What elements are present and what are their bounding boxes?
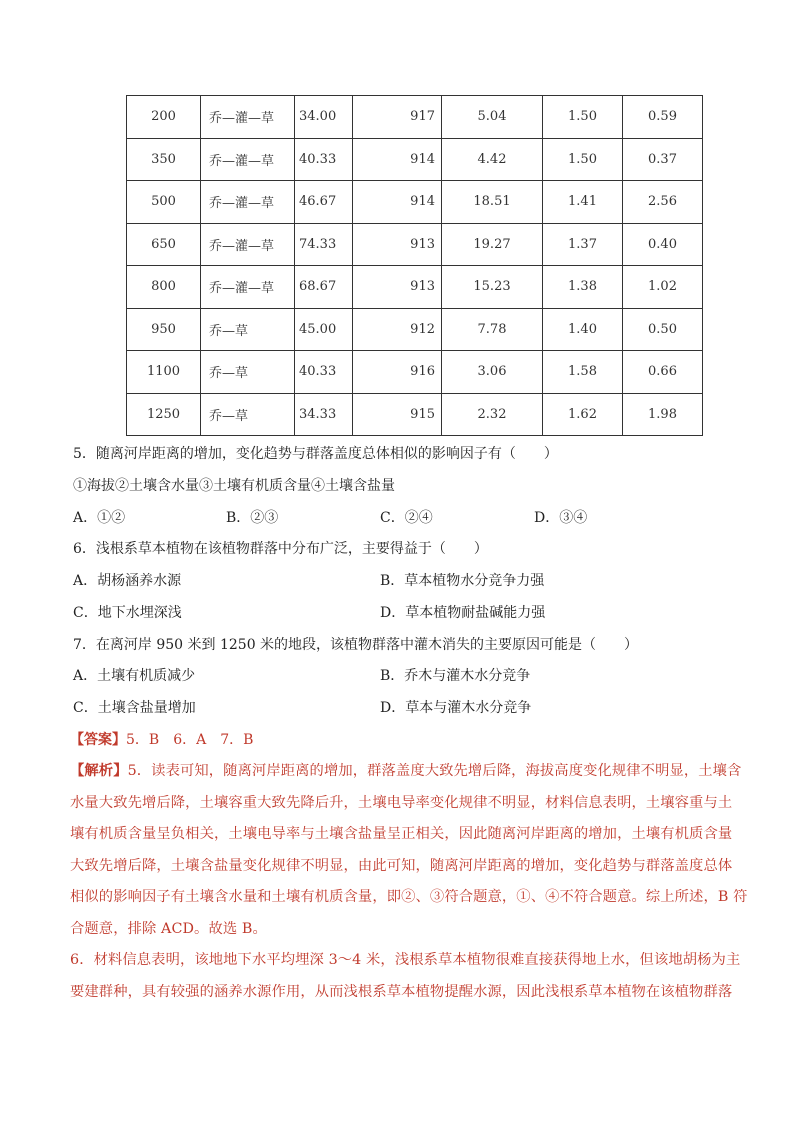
cell-conductivity: 0.66	[623, 351, 703, 394]
analysis-line-3: 壤有机质含量呈负相关，土壤电导率与土壤含盐量呈正相关，因此随离河岸距离的增加，土壤有机质含量	[70, 826, 733, 842]
cell-altitude: 916	[353, 351, 442, 394]
q7-option-a: A．土壤有机质减少	[73, 668, 196, 684]
cell-conductivity: 0.59	[623, 96, 703, 139]
q5-option-c: C．②④	[380, 510, 433, 526]
cell-altitude: 914	[353, 138, 442, 181]
table-row	[127, 181, 703, 224]
q7-stem: 7．在离河岸 950 米到 1250 米的地段，该植物群落中灌木消失的主要原因可能是（ ）	[73, 637, 639, 653]
cell-distance: 1100	[127, 351, 201, 394]
data-table	[126, 95, 703, 436]
cell-water: 3.06	[442, 351, 543, 394]
table-row	[127, 223, 703, 266]
q6-option-d: D．草本植物耐盐碱能力强	[380, 605, 546, 621]
table-row	[127, 308, 703, 351]
cell-bulk-density: 1.37	[543, 223, 623, 266]
analysis-line-2: 水量大致先增后降，土壤容重大致先降后升，土壤电导率变化规律不明显，材料信息表明，土壤容重与土	[70, 794, 733, 811]
cell-distance: 800	[127, 266, 201, 309]
answer-line	[70, 731, 253, 749]
cell-conductivity: 0.40	[623, 223, 703, 266]
cell-community: 乔—灌—草	[201, 96, 295, 139]
q6-option-b: B．草本植物水分竞争力强	[380, 573, 545, 589]
cell-altitude: 917	[353, 96, 442, 139]
cell-distance: 650	[127, 223, 201, 266]
q5-option-d: D．③④	[534, 510, 588, 526]
cell-altitude: 915	[353, 393, 442, 436]
cell-community: 乔—草	[201, 351, 295, 394]
cell-coverage: 46.67	[295, 181, 353, 224]
cell-distance: 200	[127, 96, 201, 139]
cell-coverage: 45.00	[295, 308, 353, 351]
cell-community: 乔—灌—草	[201, 223, 295, 266]
q7-option-d: D．草本与灌木水分竞争	[380, 700, 532, 716]
cell-coverage: 68.67	[295, 266, 353, 309]
cell-conductivity: 2.56	[623, 181, 703, 224]
cell-altitude: 913	[353, 266, 442, 309]
table-row	[127, 266, 703, 309]
cell-altitude: 914	[353, 181, 442, 224]
answer-label: 【答案】	[70, 732, 126, 748]
table-row	[127, 393, 703, 436]
cell-water: 15.23	[442, 266, 543, 309]
cell-coverage: 40.33	[295, 138, 353, 181]
table-row	[127, 96, 703, 139]
cell-bulk-density: 1.58	[543, 351, 623, 394]
cell-coverage: 34.00	[295, 96, 353, 139]
cell-conductivity: 0.50	[623, 308, 703, 351]
cell-community: 乔—草	[201, 308, 295, 351]
q5-option-a: A．①②	[73, 510, 126, 526]
cell-bulk-density: 1.62	[543, 393, 623, 436]
cell-bulk-density: 1.38	[543, 266, 623, 309]
cell-bulk-density: 1.40	[543, 308, 623, 351]
cell-community: 乔—灌—草	[201, 181, 295, 224]
cell-conductivity: 1.02	[623, 266, 703, 309]
q6-option-a: A．胡杨涵养水源	[73, 573, 182, 589]
cell-distance: 500	[127, 181, 201, 224]
cell-coverage: 40.33	[295, 351, 353, 394]
analysis-line-8: 要建群种，具有较强的涵养水源作用，从而浅根系草本植物提醒水源，因此浅根系草本植物在该植物群落	[70, 983, 733, 1000]
analysis-line-7: 6．材料信息表明，该地地下水平均埋深 3～4 米，浅根系草本植物很难直接获得地上水，但该地胡杨为主	[70, 952, 741, 968]
cell-coverage: 74.33	[295, 223, 353, 266]
q7-option-c: C．土壤含盐量增加	[73, 700, 196, 716]
table-row	[127, 351, 703, 394]
analysis-line-6: 合题意，排除 ACD。故选 B。	[70, 920, 267, 937]
cell-bulk-density: 1.50	[543, 96, 623, 139]
analysis-block	[70, 756, 748, 1008]
cell-altitude: 912	[353, 308, 442, 351]
answer-text: 5．B 6．A 7．B	[126, 732, 254, 748]
cell-distance: 350	[127, 138, 201, 181]
table-row	[127, 138, 703, 181]
q7-option-b: B．乔木与灌木水分竞争	[380, 668, 531, 684]
cell-coverage: 34.33	[295, 393, 353, 436]
analysis-label: 【解析】	[70, 763, 128, 779]
cell-conductivity: 0.37	[623, 138, 703, 181]
cell-bulk-density: 1.41	[543, 181, 623, 224]
cell-distance: 1250	[127, 393, 201, 436]
cell-water: 7.78	[442, 308, 543, 351]
cell-water: 4.42	[442, 138, 543, 181]
q6-option-c: C．地下水埋深浅	[73, 605, 182, 621]
cell-distance: 950	[127, 308, 201, 351]
q5-option-b: B．②③	[226, 510, 279, 526]
cell-altitude: 913	[353, 223, 442, 266]
cell-community: 乔—灌—草	[201, 266, 295, 309]
cell-water: 18.51	[442, 181, 543, 224]
cell-community: 乔—灌—草	[201, 138, 295, 181]
cell-water: 2.32	[442, 393, 543, 436]
analysis-line-5: 相似的影响因子有土壤含水量和土壤有机质含量，即②、③符合题意，①、④不符合题意。综上所述，B 符	[70, 889, 748, 905]
cell-bulk-density: 1.50	[543, 138, 623, 181]
cell-water: 5.04	[442, 96, 543, 139]
analysis-line-1: 5．读表可知，随离河岸距离的增加，群落盖度大致先增后降，海拔高度变化规律不明显，土壤含	[127, 763, 742, 779]
q5-stem: 5．随离河岸距离的增加，变化趋势与群落盖度总体相似的影响因子有（ ）	[73, 446, 558, 462]
q6-stem: 6．浅根系草本植物在该植物群落中分布广泛，主要得益于（ ）	[73, 541, 488, 557]
analysis-line-4: 大致先增后降，土壤含盐量变化规律不明显，由此可知，随离河岸距离的增加，变化趋势与群落盖度总体	[70, 857, 733, 874]
q5-sub: ①海拔②土壤含水量③土壤有机质含量④土壤含盐量	[73, 478, 395, 494]
cell-community: 乔—草	[201, 393, 295, 436]
cell-water: 19.27	[442, 223, 543, 266]
cell-conductivity: 1.98	[623, 393, 703, 436]
